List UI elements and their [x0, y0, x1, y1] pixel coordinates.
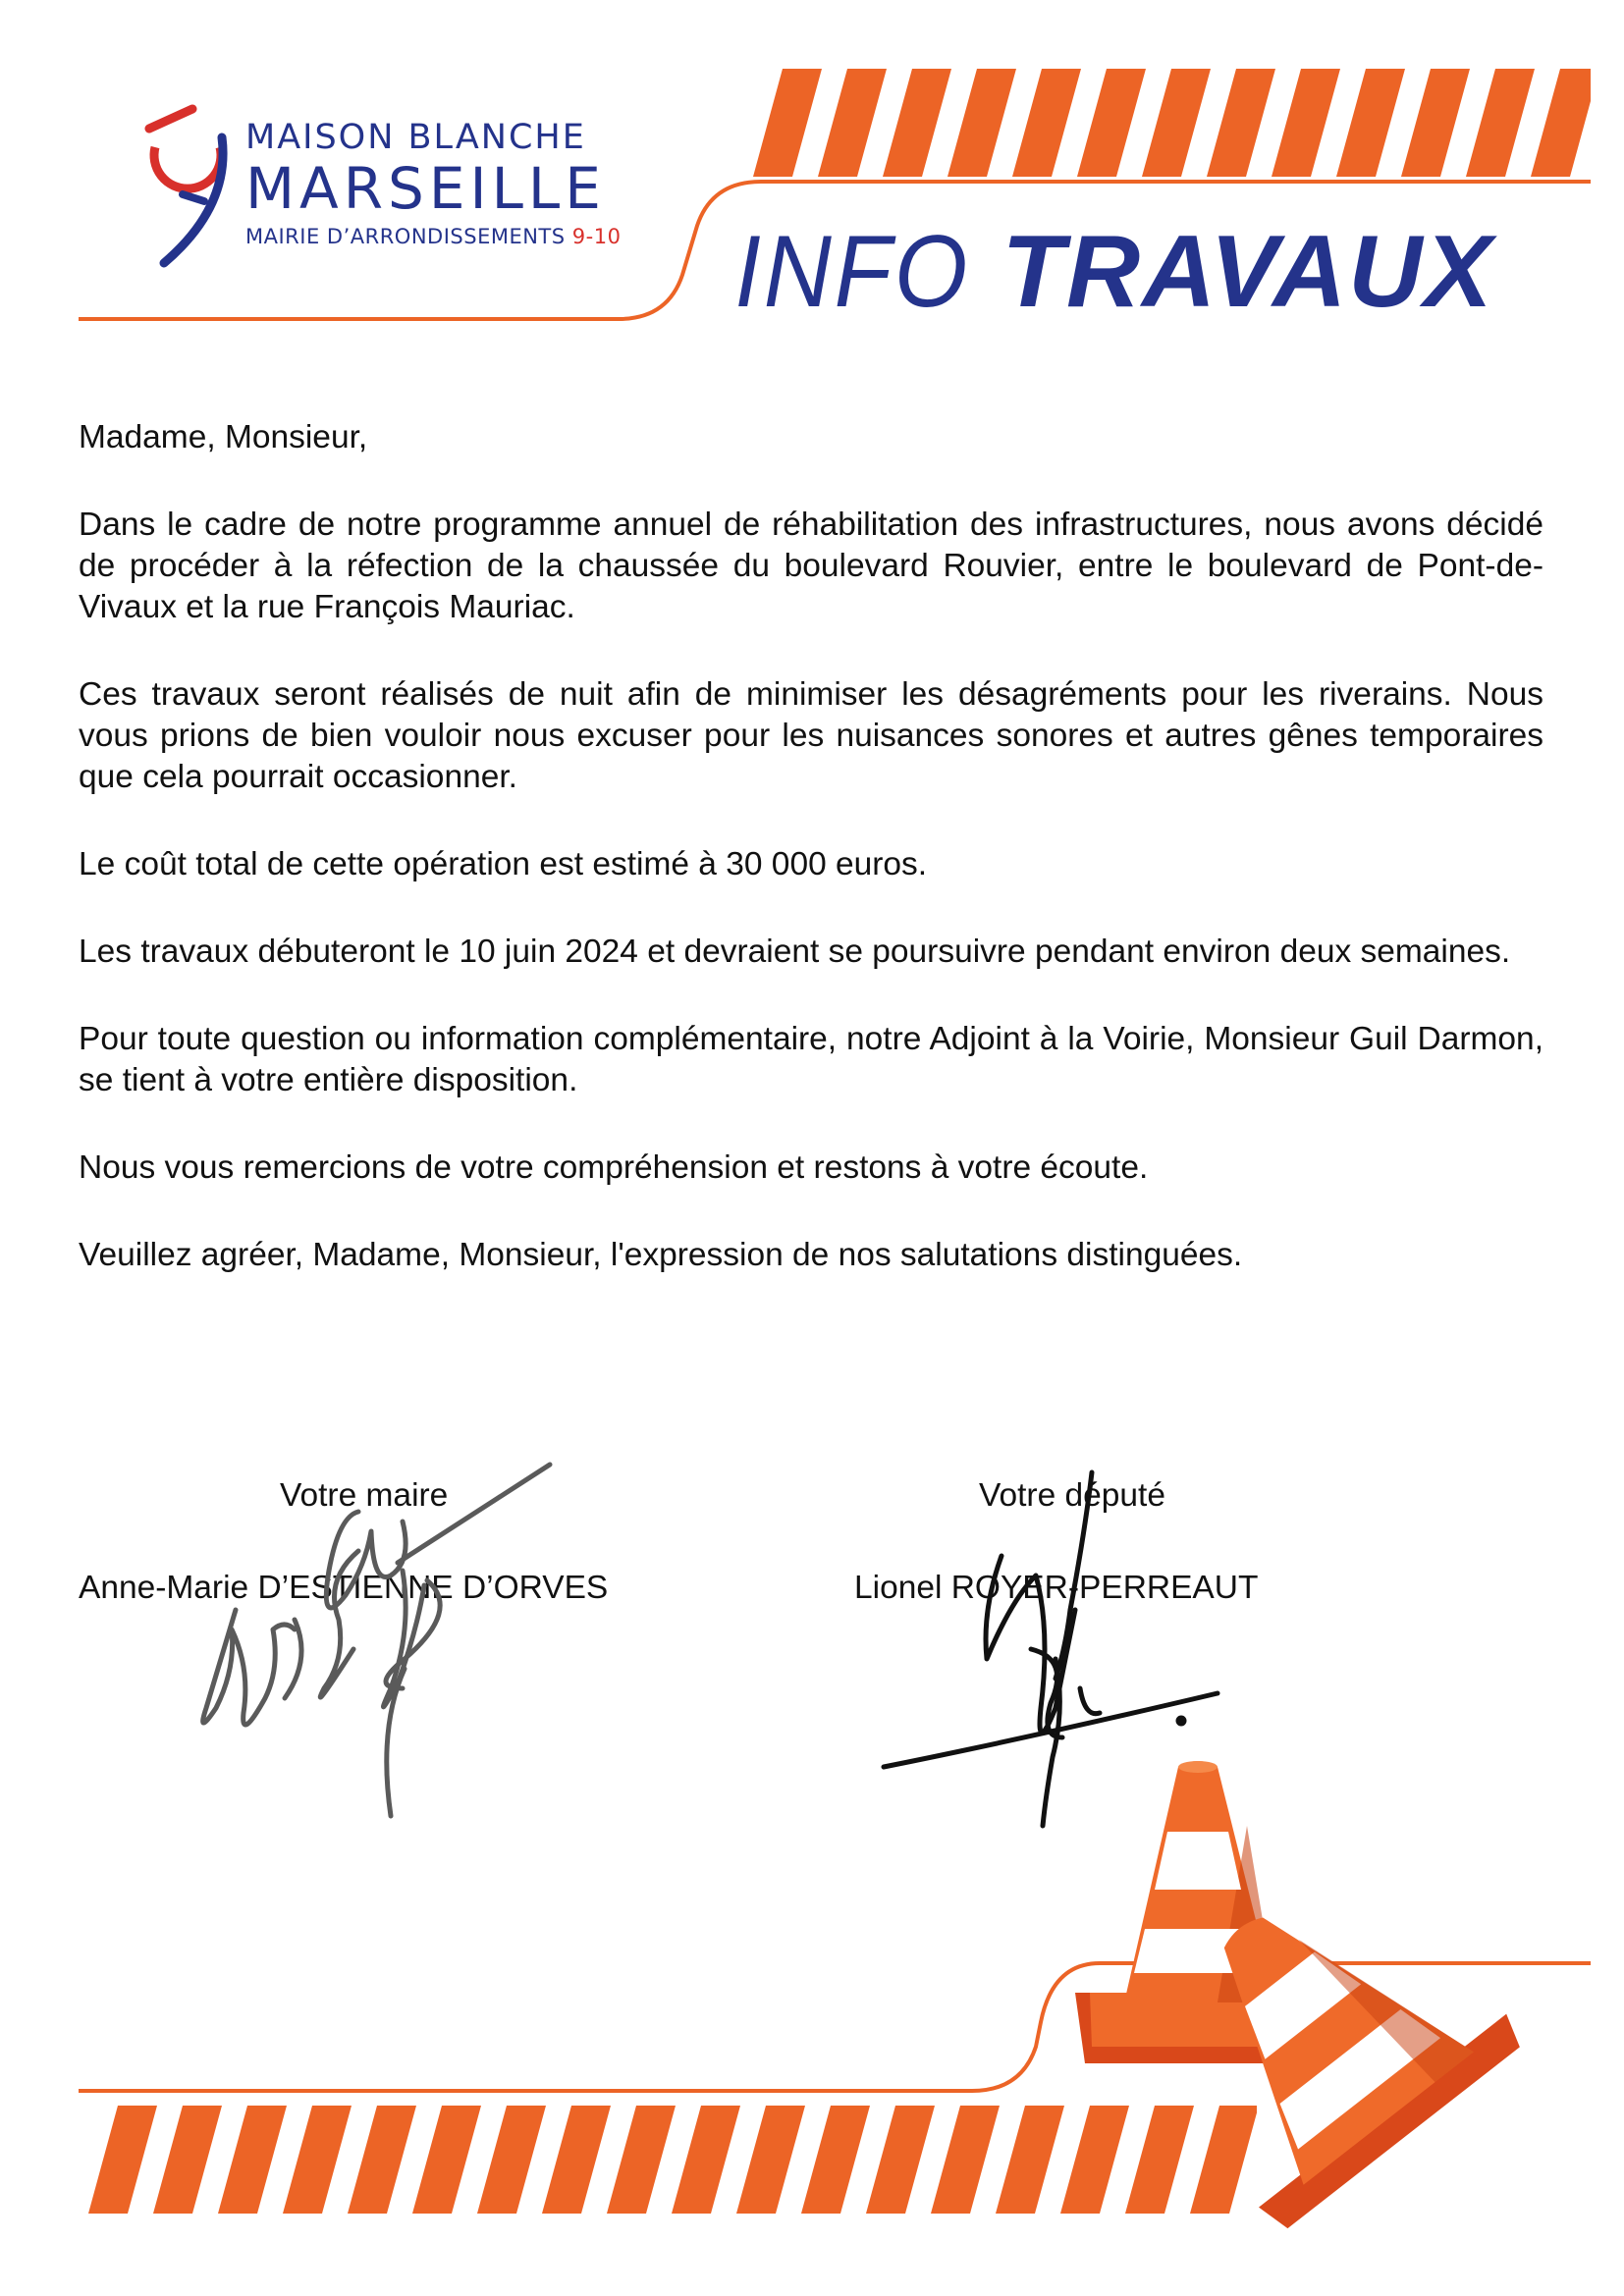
signature-right-drawing — [884, 1472, 1218, 1826]
title-travaux: TRAVAUX — [1001, 215, 1494, 329]
logo-marseille: MARSEILLE — [245, 155, 606, 222]
footer-stripes — [88, 2106, 1259, 2214]
logo-arrondissements-number: 9-10 — [571, 225, 622, 248]
letter-paragraph: Dans le cadre de notre programme annuel de réhabilitation des infrastructures, nous avons décidé de procéder à la réfection de la chaussée du boulevard Rouvier, entre le boulevard de Pont-de-Vivaux et la rue François Mauriac. — [79, 507, 1543, 625]
letter-paragraph: Le coût total de cette opération est estimé à 30 000 euros. — [79, 846, 928, 882]
letter-paragraph: Les travaux débuteront le 10 juin 2024 et devraient se poursuivre pendant environ deux semaines. — [79, 934, 1511, 970]
signature-right-role: Votre député — [979, 1477, 1165, 1514]
logo-maison-blanche: MAISON BLANCHE — [245, 118, 586, 157]
letter-paragraph: Pour toute question ou information complémentaire, notre Adjoint à la Voirie, Monsieur Guil Darmon, se tient à votre entière disposition. — [79, 1021, 1543, 1098]
letter-salutation: Madame, Monsieur, — [79, 419, 368, 455]
signature-left-name: Anne-Marie D’ESTIENNE D’ORVES — [79, 1570, 609, 1606]
signature-left-drawing — [203, 1465, 550, 1816]
letter-paragraph: Veuillez agréer, Madame, Monsieur, l'expression de nos salutations distinguées. — [79, 1237, 1243, 1273]
title-info: INFO — [734, 215, 971, 329]
letter-paragraph: Nous vous remercions de votre compréhension et restons à votre écoute. — [79, 1149, 1149, 1186]
signature-left-role: Votre maire — [280, 1477, 449, 1514]
signature-right-name: Lionel ROYER-PERREAUT — [854, 1570, 1259, 1606]
letter-paragraph: Ces travaux seront réalisés de nuit afin de minimiser les désagréments pour les riverains. Nous vous prions de bien vouloir nous excuser pour les nuisances sonores et autres gênes temporaires que cela pourrait occasionner. — [79, 676, 1543, 795]
logo-mairie-label: MAIRIE D’ARRONDISSEMENTS — [245, 225, 566, 248]
